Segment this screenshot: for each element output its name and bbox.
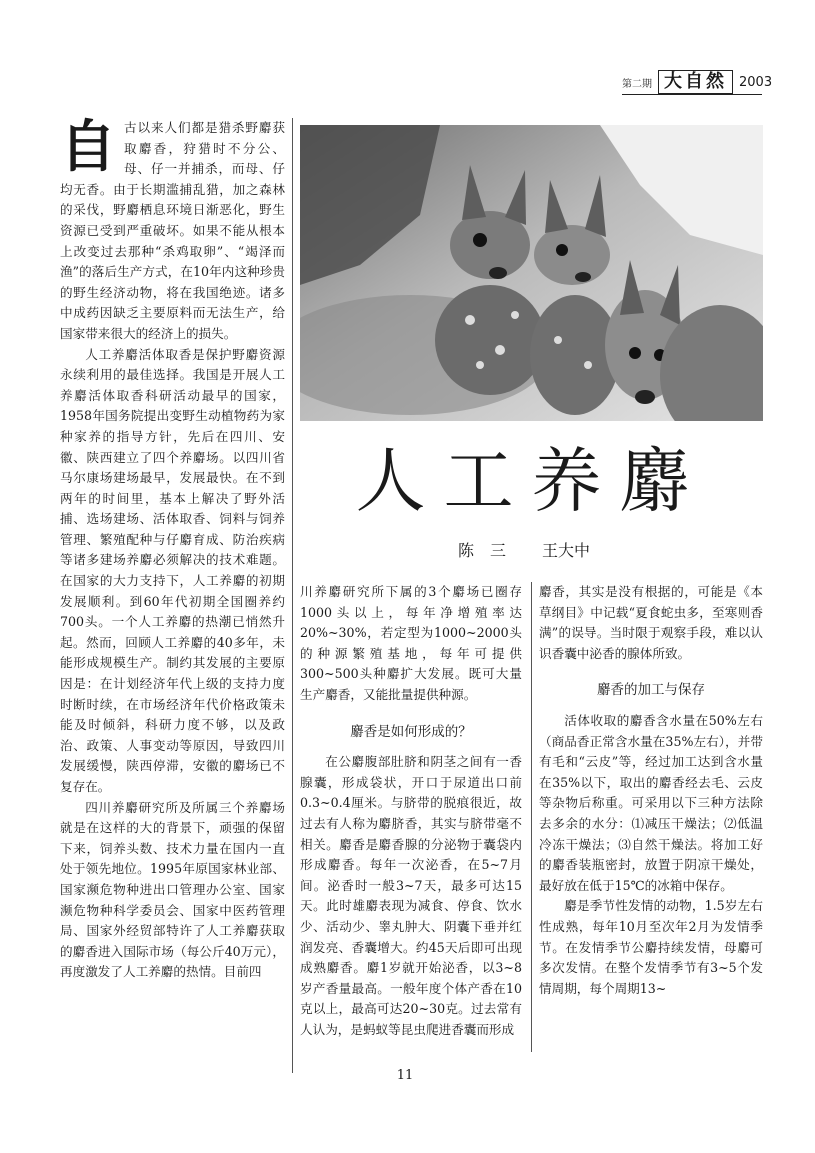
page-number: 11 xyxy=(396,1068,414,1083)
section-heading: 麝香是如何形成的？ xyxy=(350,723,472,740)
text-column-middle xyxy=(300,582,522,1040)
paragraph: 川养麝研究所下属的3个麝场已圈存1000头以上，每年净增殖率达20%~30%，若定型为1000~2000头的种源繁殖基地，每年可提供300~500头种麝扩大发展。既可大量生产麝香，又能批量提供种源。 xyxy=(300,584,522,702)
author-line xyxy=(458,538,590,561)
text-column-right xyxy=(539,582,763,999)
running-header xyxy=(622,70,772,94)
paragraph: 四川养麝研究所及所属三个养麝场就是在这样的大的背景下，顽强的保留下来，饲养头数、技术力量在国内一直处于领先地位。1995年原国家林业部、国家濒危物种进出口管理办公室、国家濒危物种科学委员会、国家中医药管理局、国家外经贸部特许了人工养麝获取的麝香进入国际市场（每公斤40万元），再度激发了人工养麝的热情。目前四 xyxy=(60,799,285,980)
drop-cap: 自 xyxy=(60,114,116,180)
header-rule xyxy=(622,94,762,95)
column-divider xyxy=(531,582,532,1052)
article-title: 人工养麝 xyxy=(355,440,708,522)
author-name: 王大中 xyxy=(542,541,591,560)
paragraph: 麝是季节性发情的动物，1.5岁左右性成熟，每年10月至次年2月为发情季节。在发情季节公麝持续发情，母麝可多次发情。在整个发情季节有3~5个发情周期，每个周期13~ xyxy=(539,898,763,996)
paragraph: 人工养麝活体取香是保护野麝资源永续利用的最佳选择。我国是开展人工养麝活体取香科研活动最早的国家，1958年国务院提出变野生动植物药为家种家养的指导方针，先后在四川、安徽、陕西建立了四个养麝场。以四川省马尔康场建场最早，发展最快。在不到两年的时间里，基本上解决了野外活捕、选场建场、活体取香、饲料与饲养管理、繁殖配种与仔麝育成、防治疾病等诸多建场养麝必须解决的技术难题。在国家的大力支持下，人工养麝的初期发展顺利。到60年代初期全国圈养约700头。一个人工养麝的热潮已悄然升起。然而，回顾人工养麝的40多年，未能形成规模生产。制约其发展的主要原因是：在计划经济年代上级的支持力度时断时续，在市场经济年代价格政策未能及时倾斜，科研力度不够，以及政治、政策、人事变动等原因，导致四川发展缓慢，陕西停滞，安徽的麝场已不复存在。 xyxy=(60,346,285,794)
paragraph: 自古以来人们都是猎杀野麝获取麝香，狩猎时不分公、母、仔一并捕杀，而母、仔均无香。由于长期滥捕乱猎，加之森林的采伐，野麝栖息环境日渐恶化，野生资源已受到严重破坏。如果不能从根本上改变过去那种“杀鸡取卵”、“竭泽而渔”的落后生产方式，在10年内这种珍贵的野生经济动物，将在我国绝迹。诸多中成药因缺乏主要原料而无法生产，给国家带来很大的经济上的损失。 xyxy=(60,114,285,341)
section-heading: 麝香的加工与保存 xyxy=(597,682,705,699)
photo-illustration xyxy=(300,125,763,421)
issue-label: 第二期 xyxy=(622,78,652,90)
paragraph: 活体收取的麝香含水量在50%左右（商品香正常含水量在35%左右），并带有毛和“云皮”等，经过加工达到含水量在35%以下，取出的麝香经去毛、云皮等杂物后称重。可采用以下三种方法除去多余的水分：⑴减压干燥法；⑵低温冷冻干燥法；⑶自然干燥法。将加工好的麝香装瓶密封，放置于阴凉干燥处，最好放在低于15℃的冰箱中保存。 xyxy=(539,712,763,893)
column-divider xyxy=(292,118,293,1073)
paragraph: 麝香，其实是没有根据的，可能是《本草纲目》中记载“夏食蛇虫多，至寒则香满”的误导。当时限于观察手段，难以认识香囊中泌香的腺体所致。 xyxy=(539,584,763,661)
text-column-left xyxy=(60,114,285,983)
musk-deer-photo xyxy=(300,125,763,421)
paragraph: 在公麝腹部肚脐和阴茎之间有一香腺囊，形成袋状，开口于尿道出口前0.3~0.4厘米。与脐带的脱痕很近，故过去有人称为麝脐香，其实与脐带毫不相关。麝香是麝香腺的分泌物于囊袋内形成麝香。每年一次泌香，在5~7月间。泌香时一般3~7天，最多可达15天。此时雄麝表现为减食、停食、饮水少、活动少、睾丸肿大、阴囊下垂并红润发亮、香囊增大。约45天后即可出现成熟麝香。麝1岁就开始泌香，以3~8岁产香量最高。一般年度个体产香在10克以上，最高可达20~30克。过去常有人认为，是蚂蚁等昆虫爬进香囊而形成 xyxy=(300,754,522,1037)
magazine-name: 大自然 xyxy=(658,70,733,94)
year-label: 2003 xyxy=(739,74,773,90)
author-name: 陈 三 xyxy=(458,541,507,560)
